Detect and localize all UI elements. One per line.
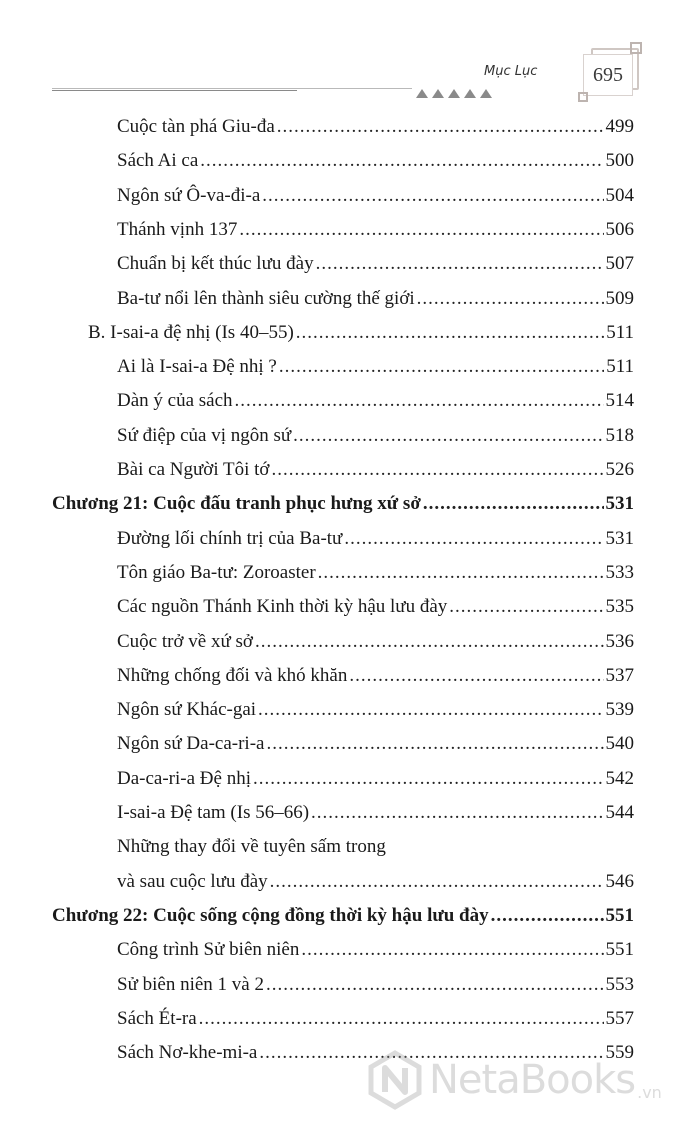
toc-entry-page: 557: [605, 1007, 634, 1029]
toc-entry-page: 499: [605, 116, 634, 137]
toc-entry-label: Bài ca Người Tôi tớ: [117, 459, 270, 480]
toc-entry-page: 539: [605, 699, 634, 721]
toc-entry[interactable]: [117, 459, 634, 481]
toc-entry-label: Chương 21: Cuộc đấu tranh phục hưng xứ sở: [52, 493, 421, 515]
toc-entry-page: 542: [605, 767, 634, 789]
toc-entry[interactable]: [117, 150, 634, 172]
toc-entry-page: 537: [605, 664, 634, 686]
toc-entry-page: 533: [605, 561, 634, 583]
toc-entry[interactable]: [117, 562, 634, 584]
toc-entry[interactable]: [117, 699, 634, 721]
watermark: [365, 1040, 665, 1120]
toc-entry[interactable]: [117, 939, 634, 961]
toc-dot-leader: [271, 459, 603, 481]
toc-entry-page: 559: [605, 1042, 634, 1064]
toc-dot-leader: [255, 631, 604, 653]
toc-entry-label: B. I-sai-a đệ nhị (Is 40–55): [88, 321, 294, 343]
toc-entry-label: Những chống đối và khó khăn: [117, 664, 348, 686]
toc-entry[interactable]: [117, 768, 634, 790]
toc-entry-page: 500: [605, 150, 634, 172]
toc-dot-leader: [349, 665, 603, 687]
corner-square-icon: [578, 92, 588, 102]
header-rule: [52, 88, 412, 89]
toc-entry-page: 518: [605, 424, 634, 446]
toc-dot-leader: [253, 768, 604, 790]
toc-entry[interactable]: [117, 802, 634, 824]
toc-entry[interactable]: [117, 116, 634, 138]
toc-entry[interactable]: [117, 425, 634, 447]
toc-entry-label: Tôn giáo Ba-tư: Zoroaster: [117, 561, 316, 583]
toc-entry[interactable]: [117, 733, 634, 755]
toc-entry[interactable]: [117, 1008, 634, 1030]
toc-entry-label: Sách Ét-ra: [117, 1007, 197, 1029]
toc-entry-label: Cuộc trở về xứ sở: [117, 630, 253, 652]
toc-entry[interactable]: [117, 665, 634, 687]
toc-entry-label: Công trình Sử biên niên: [117, 939, 300, 961]
toc-entry-page: 546: [605, 870, 634, 892]
toc-entry-page: 511: [606, 321, 634, 343]
running-header-title: Mục Lục: [484, 64, 538, 79]
toc-entry-page: 506: [605, 218, 634, 240]
toc-dot-leader: [266, 974, 604, 996]
toc-entry-page: 544: [605, 802, 634, 823]
toc-entry-page: 540: [605, 733, 634, 755]
watermark-suffix: .vn: [637, 1083, 662, 1102]
toc-entry[interactable]: [117, 596, 634, 618]
toc-dot-leader: [258, 699, 603, 721]
toc-dot-leader: [316, 253, 604, 275]
toc-entry[interactable]: [117, 974, 634, 996]
toc-entry-page: 551: [605, 904, 634, 926]
toc-entry-page: 551: [605, 939, 634, 961]
toc-entry-label: Sứ điệp của vị ngôn sứ: [117, 424, 292, 446]
toc-entry-page: 509: [605, 287, 634, 309]
toc-entry-label-line: Những thay đổi về tuyên sấm trong: [117, 836, 386, 858]
watermark-brand: NetaBooks: [429, 1057, 636, 1103]
toc-entry-label: Ngôn sứ Khác-gai: [117, 699, 257, 721]
toc-dot-leader: [318, 562, 604, 584]
toc-entry[interactable]: [117, 631, 634, 653]
toc-entry-page: 536: [605, 630, 634, 652]
toc-entry-page: 553: [605, 973, 634, 995]
toc-dot-leader: [235, 390, 604, 412]
toc-dot-leader: [279, 356, 604, 378]
toc-dot-leader: [423, 493, 604, 515]
header-rule-accent: [52, 90, 297, 91]
toc-entry[interactable]: [88, 322, 634, 344]
toc-dot-leader: [449, 596, 603, 618]
toc-entry[interactable]: [117, 356, 634, 378]
toc-entry-label: Ngôn sứ Da-ca-ri-a: [117, 733, 265, 755]
toc-entry-label: và sau cuộc lưu đày: [117, 870, 268, 892]
toc-entry-page: 507: [605, 253, 634, 275]
toc-entry-label: I-sai-a Đệ tam (Is 56–66): [117, 802, 310, 823]
toc-entry[interactable]: [117, 185, 634, 207]
toc-chapter-entry[interactable]: [52, 905, 634, 927]
toc-dot-leader: [293, 425, 603, 447]
toc-dot-leader: [200, 150, 603, 172]
netabooks-logo-icon: [365, 1050, 425, 1110]
toc-dot-leader: [311, 802, 603, 824]
toc-chapter-entry[interactable]: [52, 493, 634, 515]
toc-dot-leader: [296, 322, 604, 344]
toc-dot-leader: [266, 733, 603, 755]
toc-dot-leader: [277, 116, 604, 138]
toc-entry-label: Ba-tư nổi lên thành siêu cường thế giới: [117, 287, 415, 309]
toc-dot-leader: [262, 185, 603, 207]
toc-entry-page: 504: [605, 184, 634, 206]
toc-entry-label: Các nguồn Thánh Kinh thời kỳ hậu lưu đày: [117, 596, 448, 618]
toc-dot-leader: [417, 288, 604, 310]
toc-dot-leader: [270, 871, 604, 893]
toc-entry-label: Da-ca-ri-a Đệ nhị: [117, 767, 251, 789]
toc-dot-leader: [239, 219, 603, 241]
page-number-frame: [583, 54, 633, 96]
corner-square-icon: [630, 42, 642, 54]
toc-entry-label: Ngôn sứ Ô-va-đi-a: [117, 184, 261, 206]
toc-entry-label: Cuộc tàn phá Giu-đa: [117, 116, 275, 137]
toc-dot-leader: [301, 939, 603, 961]
header-triangle-ornament: [416, 89, 492, 98]
toc-entry[interactable]: [117, 253, 634, 275]
toc-entry-label: Chương 22: Cuộc sống cộng đồng thời kỳ hậu lưu đày: [52, 904, 489, 926]
toc-dot-leader: [199, 1008, 604, 1030]
toc-entry-label: Thánh vịnh 137: [117, 218, 238, 240]
toc-entry-page: 526: [605, 459, 634, 480]
toc-entry-label: Chuẩn bị kết thúc lưu đày: [117, 253, 314, 275]
toc-entry-page: 535: [605, 596, 634, 618]
toc-entry-label: Đường lối chính trị của Ba-tư: [117, 527, 343, 549]
toc-entry[interactable]: [117, 390, 634, 412]
toc-entry-label: Dàn ý của sách: [117, 390, 233, 412]
toc-entry[interactable]: [117, 219, 634, 241]
toc-entry[interactable]: [117, 528, 634, 550]
toc-entry-label: Sách Nơ-khe-mi-a: [117, 1042, 258, 1064]
toc-entry-page: 531: [605, 527, 634, 549]
toc-entry-page: 511: [606, 356, 634, 378]
toc-dot-leader: [344, 528, 603, 550]
toc-entry-label: Sách Ai ca: [117, 150, 199, 172]
page-number: 695: [593, 63, 623, 86]
toc-entry-label: Ai là I-sai-a Đệ nhị ?: [117, 356, 277, 378]
toc-dot-leader: [491, 905, 604, 927]
toc-entry-page: 514: [605, 390, 634, 412]
toc-entry[interactable]: [117, 871, 634, 893]
toc-entry-page: 531: [605, 493, 634, 515]
toc-entry[interactable]: [117, 288, 634, 310]
toc-entry-label: Sử biên niên 1 và 2: [117, 973, 264, 995]
